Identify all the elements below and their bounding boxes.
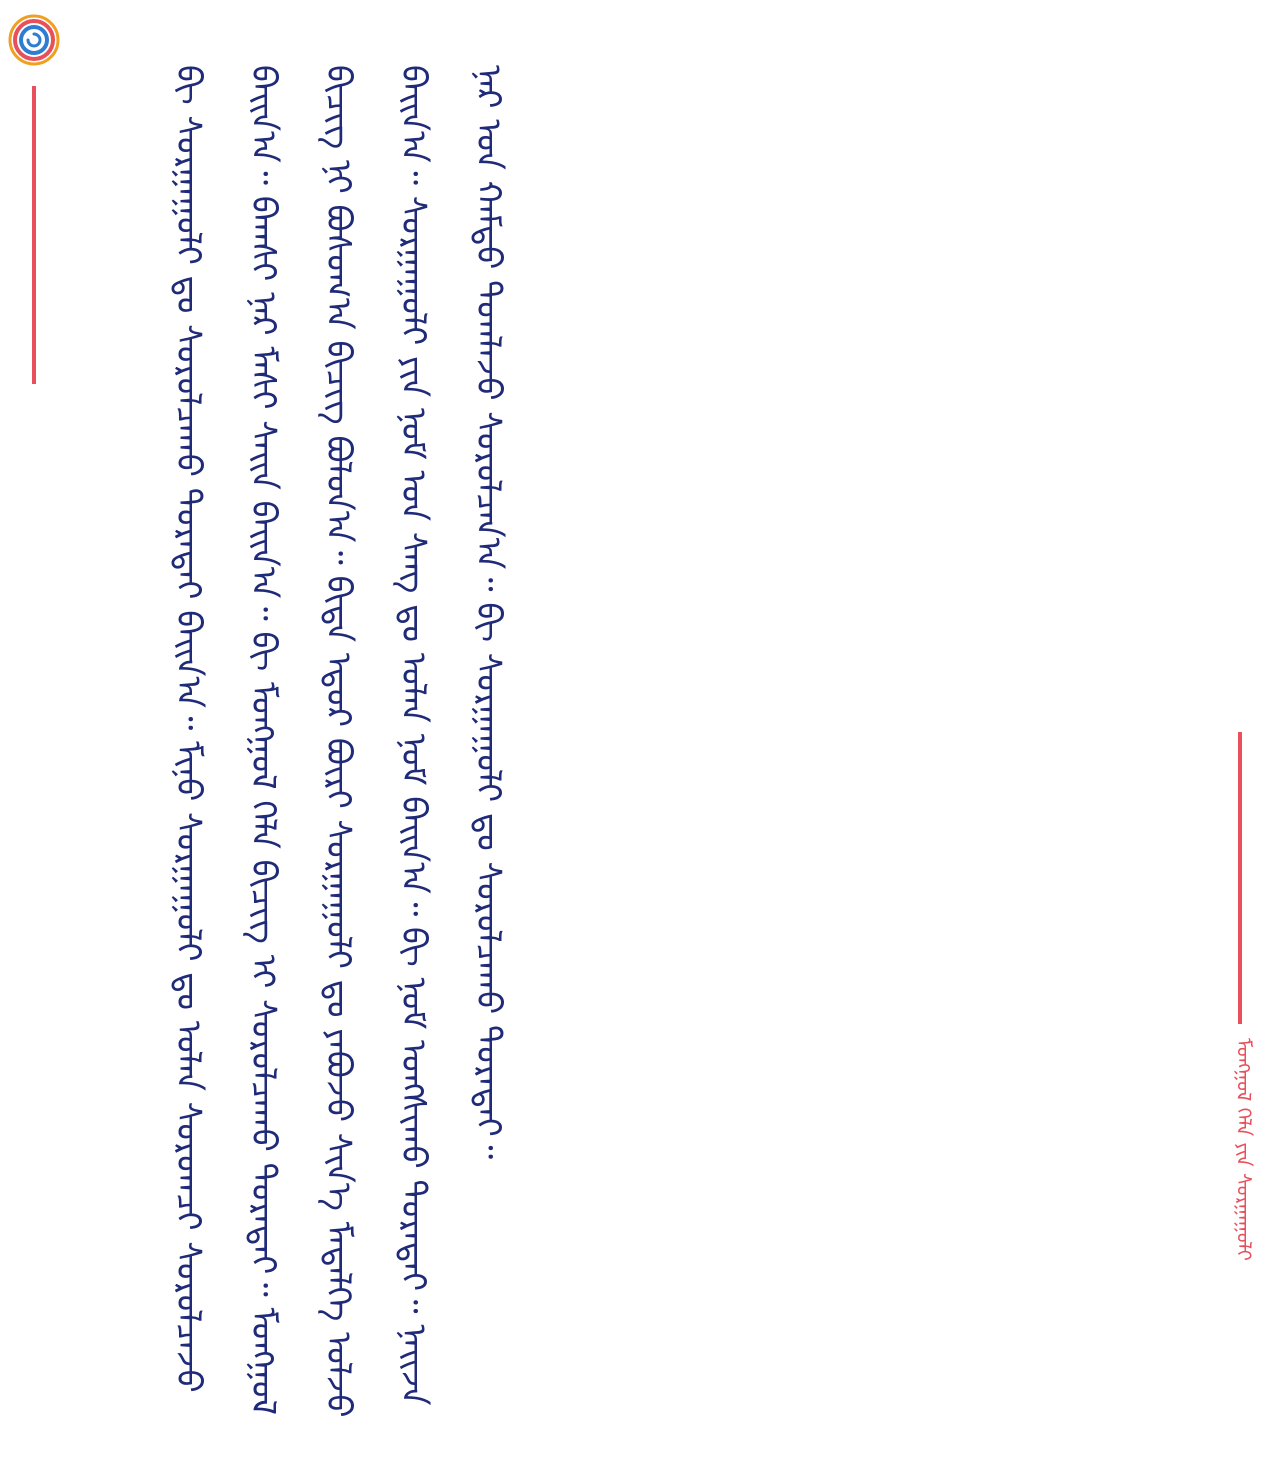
page-caption: ᠮᠣᠩᠭᠣᠯ ᠬᠡᠯᠡ ᠶᠢᠨ ᠰᠤᠷᠭᠠᠭᠤᠯᠢ: [1232, 1038, 1256, 1261]
right-accent-rule: [1238, 732, 1242, 1024]
left-accent-rule: [32, 86, 36, 384]
spiral-logo-icon: [6, 10, 62, 70]
mongolian-text-block: [150, 65, 1120, 1425]
body-paragraph: ᠪᠢ ᠰᠤᠷᠭᠠᠭᠤᠯᠢ ᠳᠤ ᠰᠤᠷᠤᠯᠴᠠᠬᠤ ᠳᠤᠷᠠᠲᠠᠢ ᠪᠠᠢᠨ᠎ᠠ᠃ ᠮᠢᠨᠦ ᠰᠤᠷᠭᠠᠭᠤᠯᠢ ᠳᠤ ᠣᠯᠠᠨ ᠰᠤᠷᠤᠭᠴᠢ ᠰᠤᠷᠤᠯᠴᠠᠵᠤ ᠪᠠᠢᠨ᠎ᠠ᠃ ᠪᠠᠭᠰᠢ ᠨᠠᠷ ᠮᠠᠰᠢ ᠰᠠᠢᠨ ᠪᠠᠢᠨ᠎ᠠ᠃ ᠪᠢ ᠮᠣᠩᠭᠣᠯ ᠬᠡᠯᠡ ᠪᠢᠴᠢᠭ ᠢ ᠰᠤᠷᠤᠯᠴᠠᠬᠤ ᠳᠤᠷᠠᠲᠠᠢ᠃ ᠮᠣᠩᠭᠣᠯ ᠪᠢᠴᠢᠭ ᠨᠢ ᠪᠣᠰᠤᠭ᠎ᠠ ᠪᠢᠴᠢᠭ ᠪᠣᠯᠤᠨ᠎ᠠ᠃ ᠪᠢᠳᠡ ᠡᠳᠦᠷ ᠪᠦᠷᠢ ᠰᠤᠷᠭᠠᠭᠤᠯᠢ ᠳᠤ ᠶᠠᠪᠤᠵᠤ ᠰᠢᠨ᠎ᠡ ᠮᠡᠳᠡᠯᠭᠡ ᠣᠯᠵᠤ ᠪᠠᠢᠨ᠎ᠠ᠃ ᠰᠤᠷᠭᠠᠭᠤᠯᠢ ᠶᠢᠨ ᠨᠣᠮ ᠤᠨ ᠰᠠᠩ ᠳᠤ ᠣᠯᠠᠨ ᠨᠣᠮ ᠪᠠᠢᠨ᠎ᠠ᠃ ᠪᠢ ᠨᠣᠮ ᠤᠩᠰᠢᠬᠤ ᠳᠤᠷᠠᠲᠠᠢ᠃ ᠨᠠᠢᠵᠠ ᠨᠠᠷ ᠤᠨ ᠬᠠᠮᠲᠤ ᠲᠣᠭᠯᠠᠵᠤ ᠰᠤᠷᠤᠯᠴᠠᠨ᠎ᠠ᠃ ᠪᠢ ᠰᠤᠷᠭᠠᠭᠤᠯᠢ ᠳᠤ ᠰᠤᠷᠤᠯᠴᠠᠬᠤ ᠳᠤᠷᠠᠲᠠᠢ᠃: [168, 65, 508, 1418]
